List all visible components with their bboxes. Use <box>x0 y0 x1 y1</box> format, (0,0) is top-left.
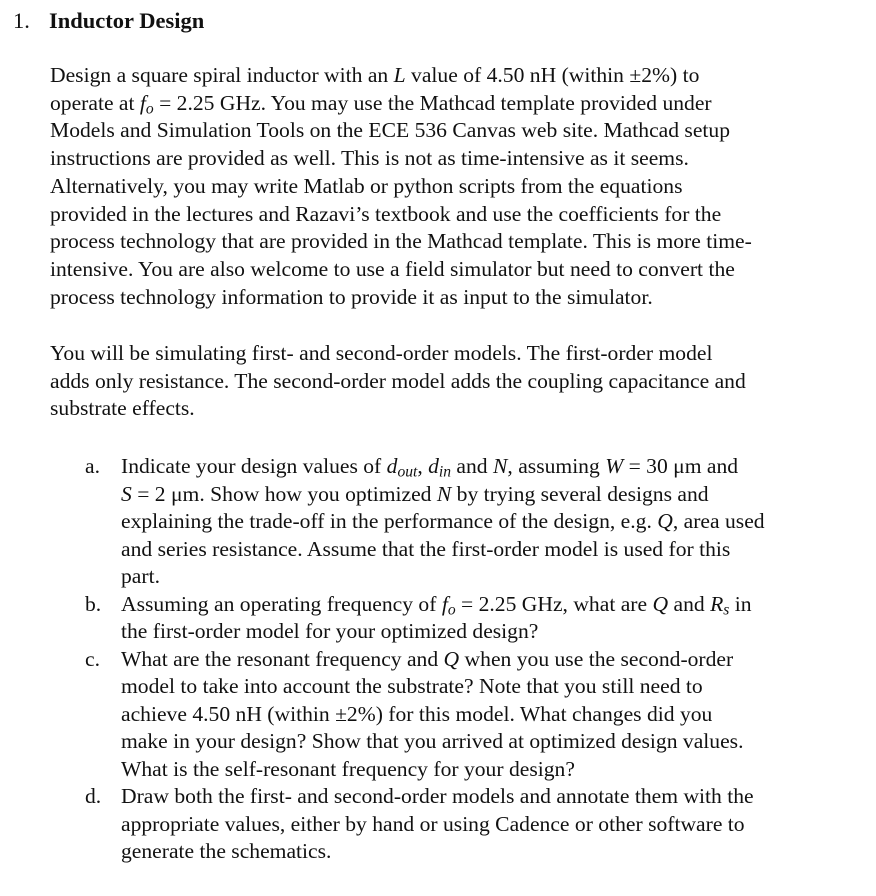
models-line: adds only resistance. The second-order model adds the coupling capacitance and <box>50 368 746 393</box>
intro-line: instructions are provided as well. This is not as time-intensive as it seems. <box>50 146 689 171</box>
item-line: and series resistance. Assume that the first-order model is used for this <box>121 536 731 561</box>
item-line: part. <box>121 564 160 588</box>
question-item-d <box>83 783 863 866</box>
intro-line: Design a square spiral inductor with an L value of 4.50 nH (within ±2%) to <box>50 63 700 87</box>
intro-line: operate at $f_o = 2.25$ GHz. You may use the Mathcad template provided under <box>50 90 712 118</box>
models-line: You will be simulating first- and second-order models. The first-order model <box>50 341 713 365</box>
question-item-b <box>83 591 863 646</box>
item-line: the first-order model for your optimized design? <box>121 619 539 643</box>
item-line: make in your design? Show that you arrived at optimized design values. <box>121 729 744 753</box>
intro-line: Alternatively, you may write Matlab or python scripts from the equations <box>50 173 683 198</box>
intro-line: intensive. You are also welcome to use a field simulator but need to convert the <box>50 256 735 281</box>
models-paragraph <box>50 340 860 423</box>
item-marker: a. <box>85 454 100 478</box>
item-line: What are the resonant frequency and Q when you use the second-order <box>121 646 734 671</box>
intro-paragraph <box>50 62 860 311</box>
intro-line: Models and Simulation Tools on the ECE 536 Canvas web site. Mathcad setup <box>50 118 731 143</box>
section-number: 1. <box>13 8 30 33</box>
section-heading <box>13 6 204 36</box>
item-marker: b. <box>85 591 102 616</box>
item-line: Draw both the first- and second-order models and annotate them with the <box>121 784 754 808</box>
question-list <box>83 453 863 866</box>
item-line: Assuming an operating frequency of $f_o = 2.25$ GHz, what are Q and $R_s$ in <box>121 591 752 618</box>
intro-line: provided in the lectures and Razavi’s textbook and use the coefficients for the <box>50 201 722 226</box>
question-item-a <box>83 453 863 591</box>
item-line: appropriate values, either by hand or using Cadence or other software to <box>121 811 745 836</box>
item-marker: c. <box>85 646 100 671</box>
item-line: model to take into account the substrate? Note that you still need to <box>121 674 703 698</box>
question-item-c <box>83 646 863 784</box>
models-line: substrate effects. <box>50 396 195 421</box>
section-title: Inductor Design <box>49 8 205 33</box>
item-line: S = 2 μm. Show how you optimized N by trying several designs and <box>121 481 709 506</box>
item-line: achieve 4.50 nH (within ±2%) for this model. What changes did you <box>121 701 713 726</box>
intro-line: process technology information to provide it as input to the simulator. <box>50 284 653 309</box>
item-line: explaining the trade-off in the performance of the design, e.g. Q, area used <box>121 509 765 533</box>
item-line: What is the self-resonant frequency for your design? <box>121 756 575 781</box>
item-line: generate the schematics. <box>121 839 332 863</box>
intro-line: process technology that are provided in the Mathcad template. This is more time- <box>50 229 752 254</box>
item-line: Indicate your design values of $d_{out}$, $d_{in}$ and N, assuming W = 30 μm and <box>121 454 739 481</box>
item-marker: d. <box>85 784 102 808</box>
